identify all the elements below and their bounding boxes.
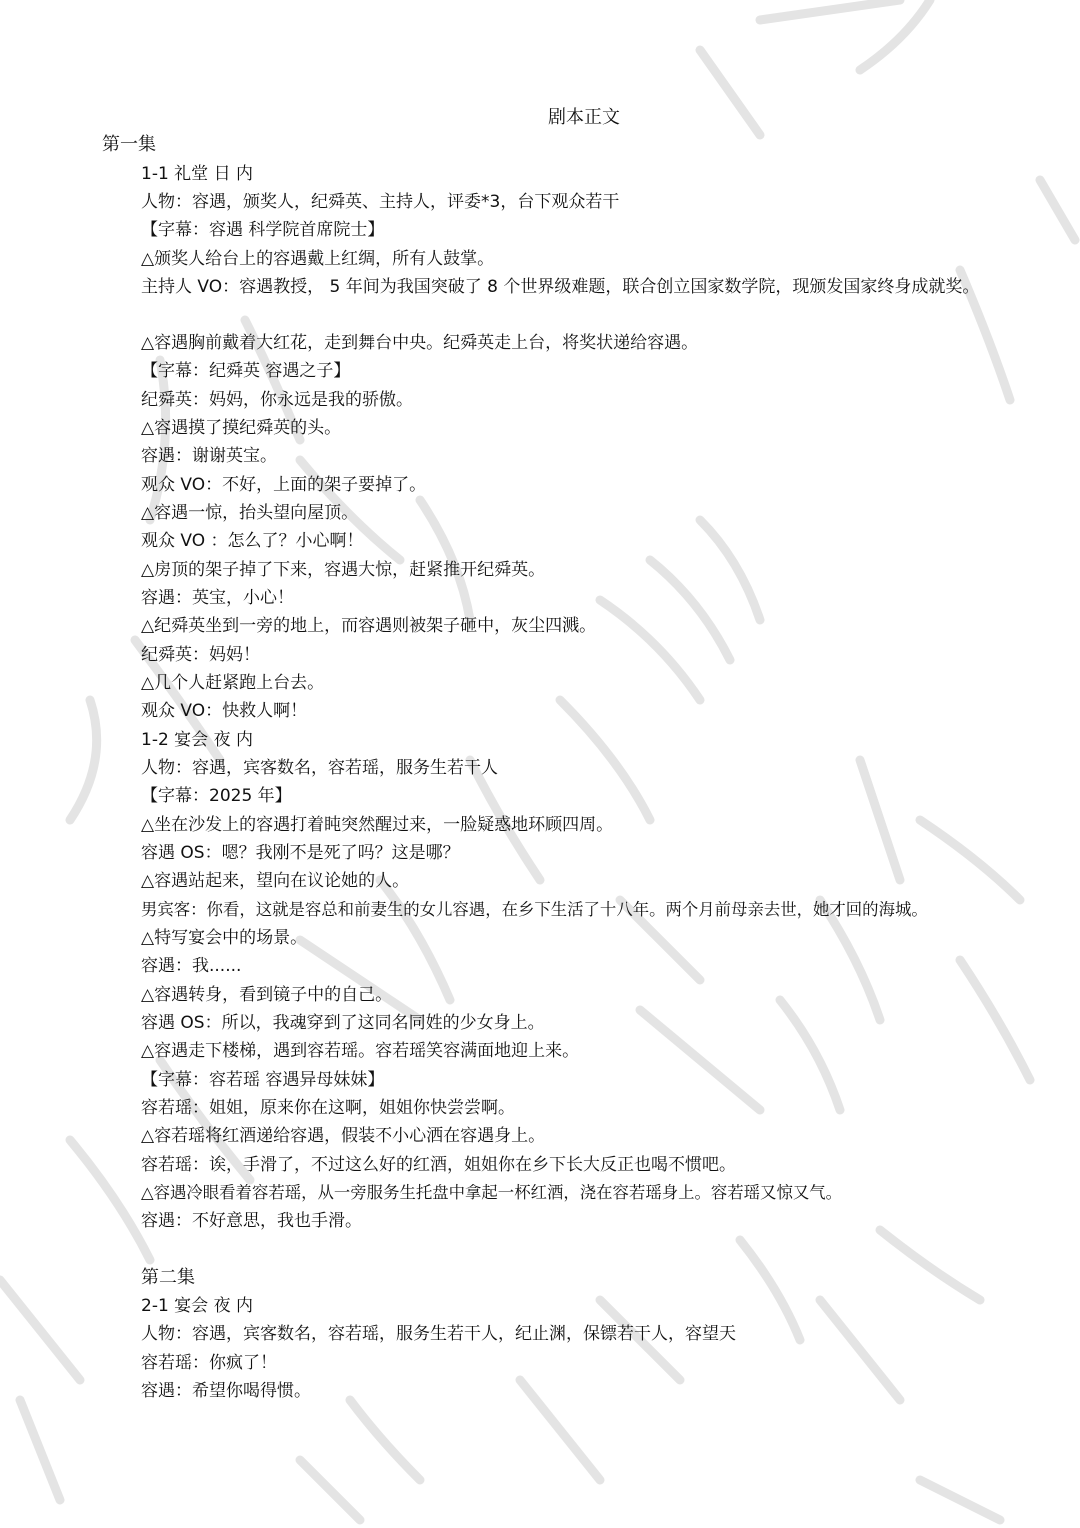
script-line: △特写宴会中的场景。 (141, 928, 308, 948)
script-paragraph: 主持人 VO：容遇教授， 5 年间为我国突破了 8 个世界级难题，联合创立国家数学院，现颁发国家终身成就奖。 (141, 277, 980, 297)
script-line: 容遇：谢谢英宝。 (141, 446, 277, 466)
script-line: △容遇摸了摸纪舜英的头。 (141, 418, 342, 438)
script-line: △几个人赶紧跑上台去。 (141, 673, 325, 693)
script-line: 人物：容遇，颁奖人，纪舜英、主持人，评委*3，台下观众若干 (141, 192, 620, 212)
script-line: △容遇胸前戴着大红花，走到舞台中央。纪舜英走上台，将奖状递给容遇。 (141, 333, 699, 353)
script-line: 观众 VO ：怎么了？小心啊！ (141, 531, 364, 551)
scene-heading-1-1: 1-1 礼堂 日 内 (141, 164, 253, 184)
scene-heading-2-1: 2-1 宴会 夜 内 (141, 1296, 253, 1316)
script-line: 【字幕：容若瑶 容遇异母妹妹】 (141, 1070, 385, 1090)
script-line: △容遇冷眼看着容若瑶，从一旁服务生托盘中拿起一杯红酒，浇在容若瑶身上。容若瑶又惊又气。 (141, 1183, 843, 1202)
script-line: △容若瑶将红酒递给容遇，假装不小心洒在容遇身上。 (141, 1126, 546, 1146)
script-line: △容遇转身，看到镜子中的自己。 (141, 985, 393, 1005)
script-line: △纪舜英坐到一旁的地上，而容遇则被架子砸中，灰尘四溅。 (141, 616, 597, 636)
script-line: 容若瑶：姐姐，原来你在这啊，姐姐你快尝尝啊。 (141, 1098, 515, 1118)
script-line: △容遇走下楼梯，遇到容若瑶。容若瑶笑容满面地迎上来。 (141, 1041, 580, 1061)
script-line: 人物：容遇，宾客数名，容若瑶，服务生若干人，纪止渊，保镖若干人，容望天 (141, 1324, 736, 1344)
script-line: 纪舜英：妈妈！ (141, 645, 260, 665)
script-line: △房顶的架子掉了下来，容遇大惊，赶紧推开纪舜英。 (141, 560, 546, 580)
script-line: 【字幕：纪舜英 容遇之子】 (141, 361, 351, 381)
script-line: 容遇：英宝，小心！ (141, 588, 294, 608)
script-line: 容若瑶：你疯了！ (141, 1353, 277, 1373)
script-line: 容遇 OS：所以，我魂穿到了这同名同姓的少女身上。 (141, 1013, 545, 1033)
script-line: 容遇：我...... (141, 956, 242, 976)
script-line: △容遇站起来，望向在议论她的人。 (141, 871, 410, 891)
script-line: △颁奖人给台上的容遇戴上红绸，所有人鼓掌。 (141, 249, 495, 269)
script-line: 容若瑶：诶，手滑了，不过这么好的红酒，姐姐你在乡下长大反正也喝不惯吧。 (141, 1155, 736, 1175)
script-line: 人物：容遇，宾客数名，容若瑶，服务生若干人 (141, 758, 498, 778)
script-line: 【字幕：容遇 科学院首席院士】 (141, 220, 385, 240)
script-line: 容遇：希望你喝得惯。 (141, 1381, 311, 1401)
episode-2-heading: 第二集 (141, 1267, 195, 1288)
scene-heading-1-2: 1-2 宴会 夜 内 (141, 730, 253, 750)
script-line: 容遇：不好意思，我也手滑。 (141, 1211, 362, 1231)
script-line: 纪舜英：妈妈，你永远是我的骄傲。 (141, 390, 413, 410)
script-line: 观众 VO：不好，上面的架子要掉了。 (141, 475, 427, 495)
script-line: △容遇一惊，抬头望向屋顶。 (141, 503, 359, 523)
script-line: 观众 VO：快救人啊！ (141, 701, 308, 721)
script-line: △坐在沙发上的容遇打着盹突然醒过来，一脸疑惑地环顾四周。 (141, 815, 614, 835)
document-title: 剧本正文 (548, 107, 620, 128)
episode-1-heading: 第一集 (102, 134, 156, 155)
script-line: 容遇 OS：嗯？我刚不是死了吗？这是哪？ (141, 843, 460, 863)
script-line: 男宾客：你看，这就是容总和前妻生的女儿容遇，在乡下生活了十八年。两个月前母亲去世，她才回的海城。 (141, 900, 928, 919)
script-line: 【字幕：2025 年】 (141, 786, 292, 806)
